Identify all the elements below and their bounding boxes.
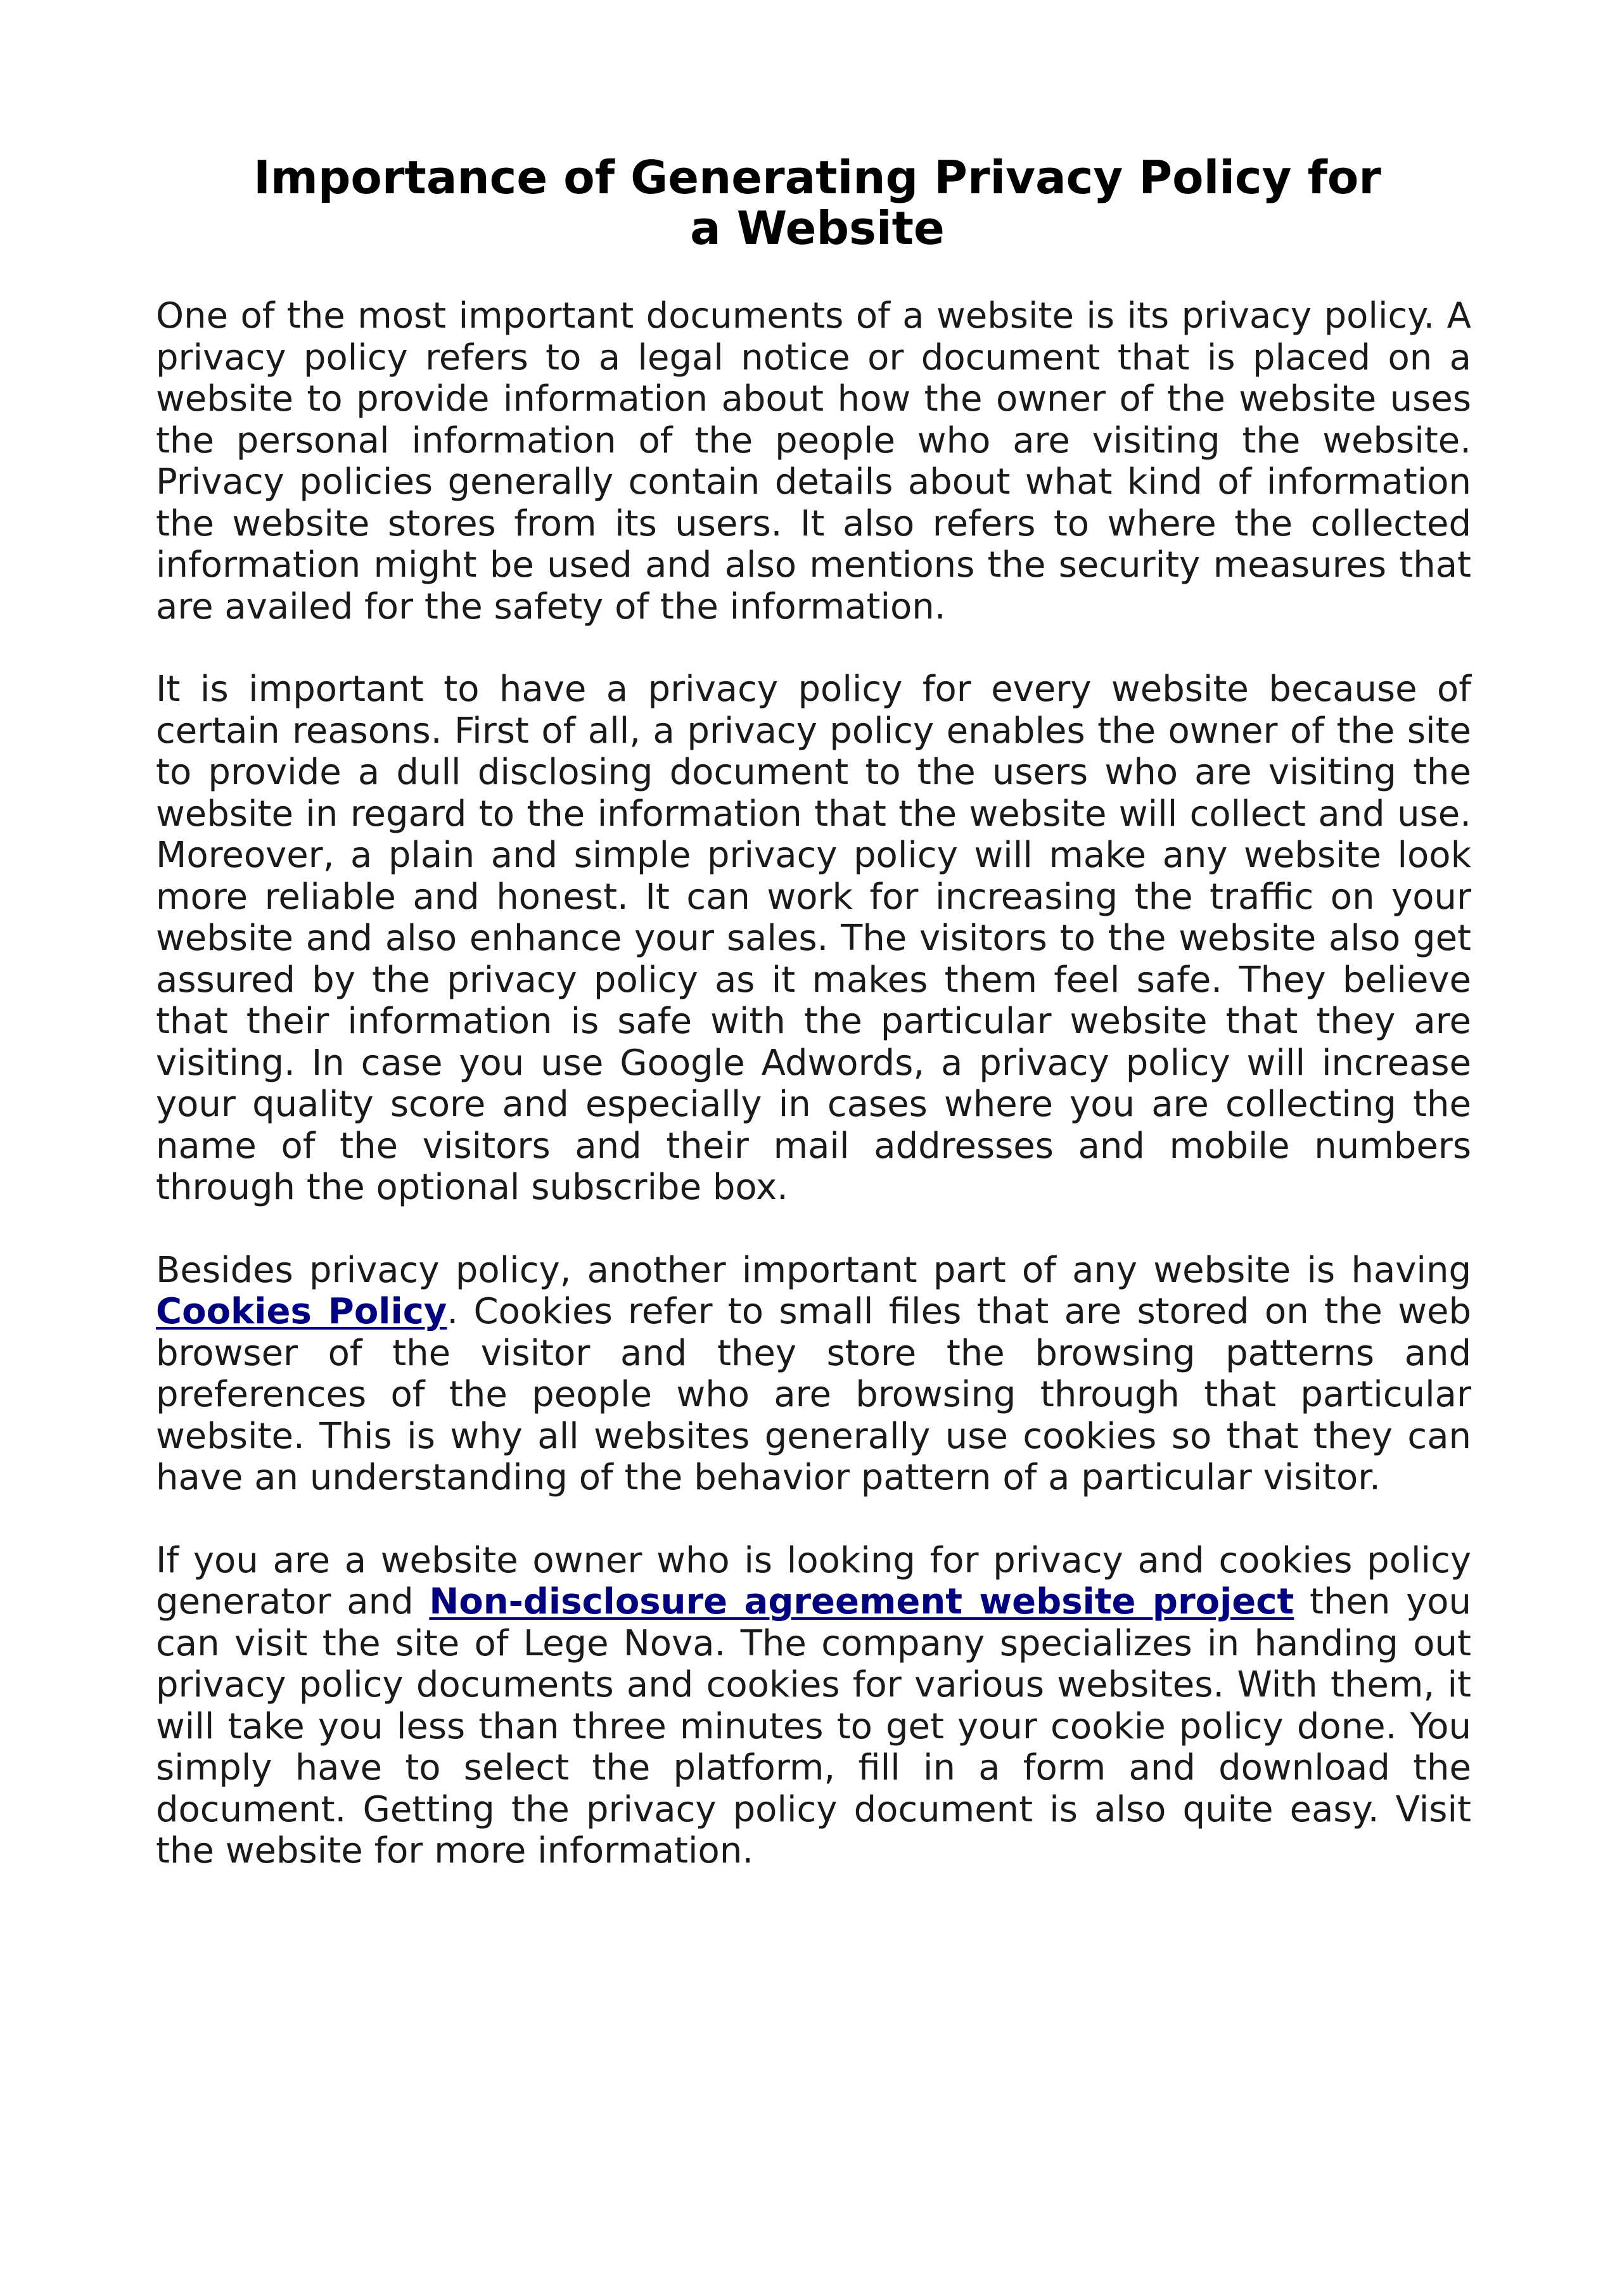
paragraph-lege-nova — [156, 1540, 1471, 1872]
paragraph-text: If you are a website owner who is looking for privacy and cookies policy generator and — [156, 1539, 1471, 1622]
paragraph-text: then you can visit the site of Lege Nova. The company specializes in handing out privacy policy documents and cookies for various websites. With them, it will take you less than three minutes to get your cookie policy done. You simply have to select the platform, fill in a form and download the document. Getting the privacy policy document is also quite easy. Visit the website for more information. — [156, 1581, 1472, 1871]
document-body — [156, 295, 1471, 1913]
paragraph-text: . Cookies refer to small files that are stored on the web browser of the visitor and they store the browsing patterns and preferences of the people who are browsing through that particular website. This is why all websites generally use cookies so that they can have an understanding of the behavior pattern of a particular visitor. — [156, 1291, 1471, 1498]
paragraph-privacy-policy-importance: It is important to have a privacy policy for every website because of certain reasons. First of all, a privacy policy enables the owner of the site to provide a dull disclosing document to the users who are visiting the website in regard to the information that the website will collect and use. Moreover, a plain and simple privacy policy will make any website look more reliable and honest. It can work for increasing the traffic on your website and also enhance your sales. The visitors to the website also get assured by the privacy policy as it makes them feel safe. They believe that their information is safe with the particular website that they are visiting. In case you use Google Adwords, a privacy policy will increase your quality score and especially in cases where you are collecting the name of the visitors and their mail addresses and mobile numbers through the optional subscribe box. — [156, 669, 1471, 1208]
document-title: Importance of Generating Privacy Policy for a Website — [253, 151, 1381, 255]
paragraph-cookies-policy — [156, 1250, 1471, 1499]
paragraph-text: Besides privacy policy, another important part of any website is having — [156, 1249, 1471, 1291]
cookies-policy-link[interactable]: Cookies Policy — [156, 1291, 447, 1332]
nda-website-project-link[interactable]: Non-disclosure agreement website project — [429, 1581, 1294, 1622]
paragraph-privacy-policy-definition: One of the most important documents of a website is its privacy policy. A privacy policy refers to a legal notice or document that is placed on a website to provide information about how the owner of the website uses the personal information of the people who are visiting the website. Privacy policies generally contain details about what kind of information the website stores from its users. It also refers to where the collected information might be used and also mentions the security measures that are availed for the safety of the information. — [156, 295, 1471, 627]
